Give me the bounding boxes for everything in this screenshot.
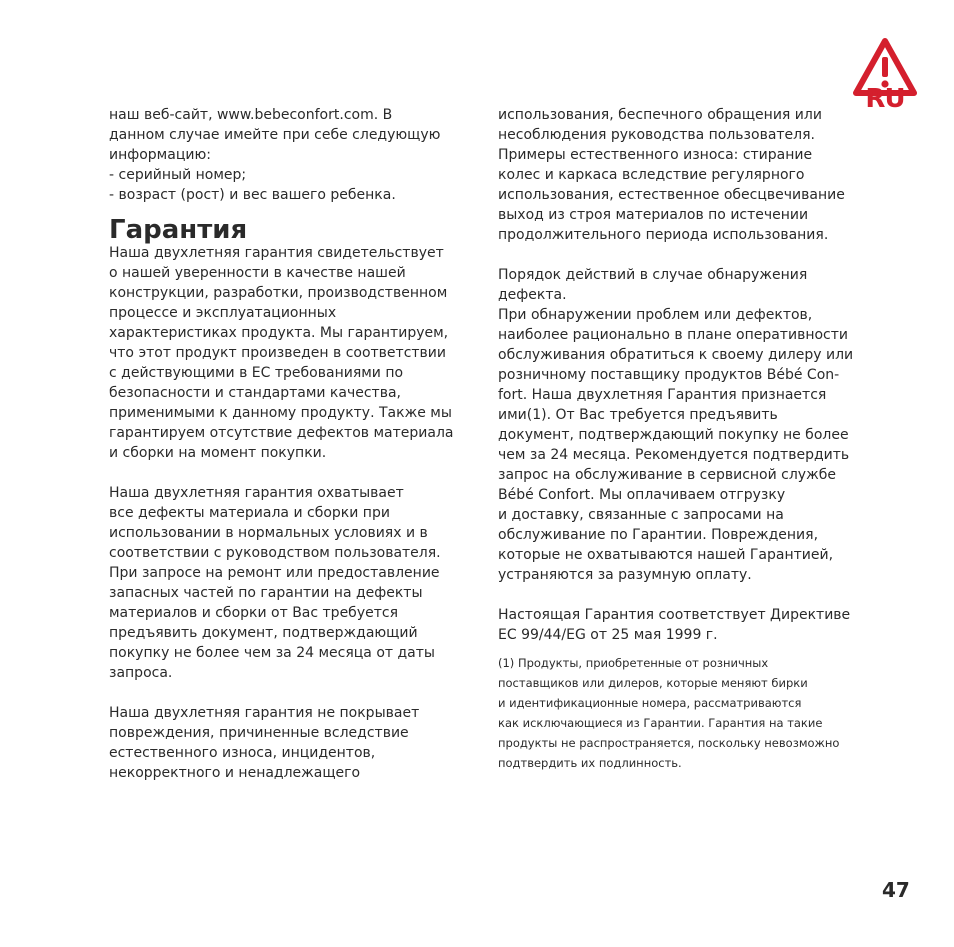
defect-procedure-paragraph xyxy=(498,265,878,585)
text-line: естественного износа, инцидентов, xyxy=(109,745,376,761)
text-line: информацию: xyxy=(109,147,211,163)
footnote-line: (1) Продукты, приобретенные от розничных xyxy=(498,656,769,670)
intro-paragraph xyxy=(109,105,479,205)
text-line: документ, подтверждающий покупку не более xyxy=(498,427,849,443)
text-line: конструкции, разработки, производственном xyxy=(109,285,448,301)
text-line: гарантируем отсутствие дефектов материала xyxy=(109,425,454,441)
section-heading: Гарантия xyxy=(109,215,248,245)
text-line: При обнаружении проблем или дефектов, xyxy=(498,307,813,323)
footnote xyxy=(498,653,878,773)
text-line: розничному поставщику продуктов Bébé Con- xyxy=(498,367,840,383)
text-line: данном случае имейте при себе следующую xyxy=(109,127,441,143)
text-line: обслуживание по Гарантии. Повреждения, xyxy=(498,527,819,543)
text-line: Порядок действий в случае обнаружения xyxy=(498,267,808,283)
text-line: повреждения, причиненные вследствие xyxy=(109,725,409,741)
text-line: несоблюдения руководства пользователя. xyxy=(498,127,815,143)
text-line: Bébé Confort. Мы оплачиваем отгрузку xyxy=(498,487,786,503)
text-line: все дефекты материала и сборки при xyxy=(109,505,390,521)
text-line: Наша двухлетняя гарантия свидетельствует xyxy=(109,245,444,261)
text-line: Настоящая Гарантия соответствует Директиве xyxy=(498,607,851,623)
text-line: fort. Наша двухлетняя Гарантия признается xyxy=(498,387,827,403)
text-line: колес и каркаса вследствие регулярного xyxy=(498,167,805,183)
text-line: и сборки на момент покупки. xyxy=(109,445,327,461)
footnote-line: поставщиков или дилеров, которые меняют бирки xyxy=(498,676,808,690)
warranty-paragraph-1 xyxy=(109,243,479,463)
footnote-line: как исключающиеся из Гарантии. Гарантия на такие xyxy=(498,716,823,730)
text-line: и доставку, связанные с запросами на xyxy=(498,507,784,523)
text-line: которые не охватываются нашей Гарантией, xyxy=(498,547,834,563)
directive-paragraph xyxy=(498,605,878,645)
text-line: предъявить документ, подтверждающий xyxy=(109,625,418,641)
paragraph-spacer xyxy=(498,245,878,265)
text-line: применимыми к данному продукту. Также мы xyxy=(109,405,452,421)
text-line: процессе и эксплуатационных xyxy=(109,305,337,321)
text-line: чем за 24 месяца. Рекомендуется подтвердить xyxy=(498,447,850,463)
text-line: Наша двухлетняя гарантия охватывает xyxy=(109,485,404,501)
text-line: характеристиках продукта. Мы гарантируем, xyxy=(109,325,449,341)
text-line: использования, естественное обесцвечивание xyxy=(498,187,845,203)
text-line: запроса. xyxy=(109,665,173,681)
text-line: с действующими в ЕС требованиями по xyxy=(109,365,404,381)
wear-paragraph xyxy=(498,105,878,245)
text-line: покупку не более чем за 24 месяца от даты xyxy=(109,645,435,661)
text-line: запрос на обслуживание в сервисной службе xyxy=(498,467,836,483)
text-line: что этот продукт произведен в соответствии xyxy=(109,345,446,361)
text-line: - серийный номер; xyxy=(109,167,247,183)
paragraph-spacer xyxy=(498,585,878,605)
text-line: соответствии с руководством пользователя. xyxy=(109,545,441,561)
right-column xyxy=(498,105,878,773)
footnote-line: продукты не распространяется, поскольку невозможно xyxy=(498,736,840,750)
text-line: использовании в нормальных условиях и в xyxy=(109,525,428,541)
paragraph-spacer xyxy=(109,463,479,483)
text-line: наиболее рационально в плане оперативности xyxy=(498,327,848,343)
text-line: ими(1). От Вас требуется предъявить xyxy=(498,407,778,423)
text-line: При запросе на ремонт или предоставление xyxy=(109,565,440,581)
text-line: выход из строя материалов по истечении xyxy=(498,207,809,223)
footnote-line: подтвердить их подлинность. xyxy=(498,756,682,770)
text-line: наш веб-сайт, www.bebeconfort.com. В xyxy=(109,107,393,123)
text-line: материалов и сборки от Вас требуется xyxy=(109,605,398,621)
warranty-paragraph-2 xyxy=(109,483,479,683)
text-line: ЕС 99/44/EG от 25 мая 1999 г. xyxy=(498,627,718,643)
text-line: о нашей уверенности в качестве нашей xyxy=(109,265,406,281)
text-line: Наша двухлетняя гарантия не покрывает xyxy=(109,705,420,721)
text-line: - возраст (рост) и вес вашего ребенка. xyxy=(109,187,396,203)
text-line: некорректного и ненадлежащего xyxy=(109,765,361,781)
text-line: дефекта. xyxy=(498,287,567,303)
text-line: Примеры естественного износа: стирание xyxy=(498,147,813,163)
left-column xyxy=(109,105,479,783)
warranty-paragraph-3 xyxy=(109,703,479,783)
text-line: безопасности и стандартами качества, xyxy=(109,385,401,401)
text-line: устраняются за разумную оплату. xyxy=(498,567,752,583)
footnote-line: и идентификационные номера, рассматриваются xyxy=(498,696,802,710)
page-number: 47 xyxy=(882,878,910,902)
text-line: использования, беспечного обращения или xyxy=(498,107,822,123)
text-line: продолжительного периода использования. xyxy=(498,227,829,243)
paragraph-spacer xyxy=(109,683,479,703)
language-code: RU xyxy=(865,84,905,114)
text-line: запасных частей по гарантии на дефекты xyxy=(109,585,423,601)
text-line: обслуживания обратиться к своему дилеру или xyxy=(498,347,854,363)
